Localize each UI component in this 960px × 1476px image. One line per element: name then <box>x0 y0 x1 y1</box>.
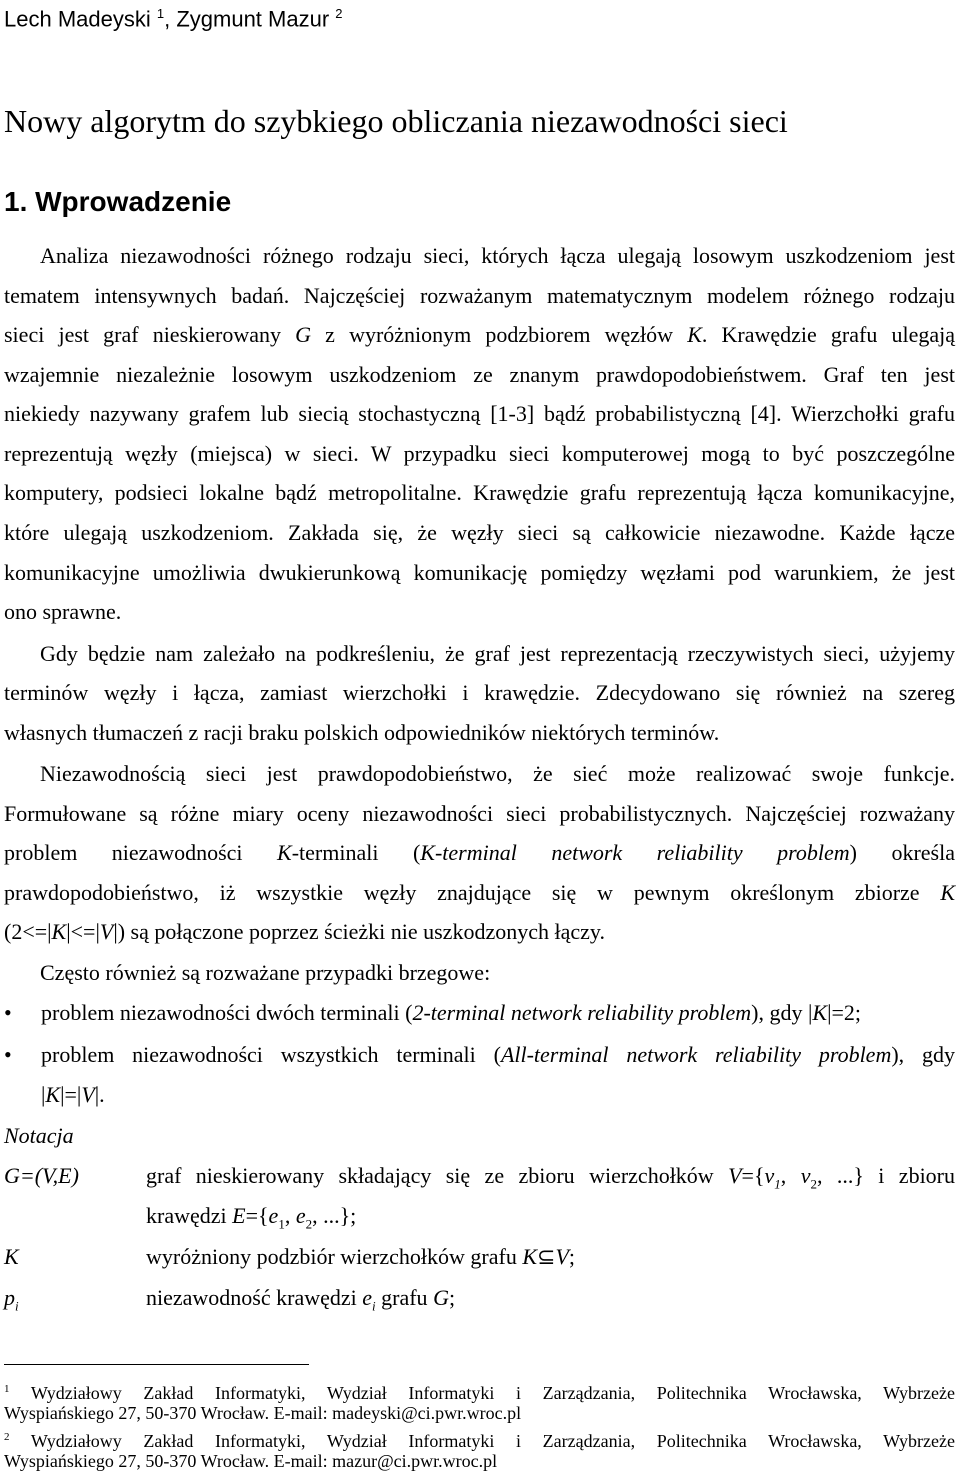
text-line: wzajemnie niezależnie losowym uszkodzeniom ze znanym prawdopodobieństwem. Graf ten jest <box>4 362 955 387</box>
text-line: niekiedy nazywany grafem lub siecią stochastyczną [1-3] bądź probabilistyczną [4]. Wierzchołki grafu <box>4 401 955 426</box>
text-line: Analiza niezawodności różnego rodzaju sieci, których łącza ulegają losowym uszkodzeniom jest <box>40 243 955 268</box>
text-line: tematem intensywnych badań. Najczęściej rozważanym matematycznym modelem różnego rodzaju <box>4 283 955 308</box>
bullet-item-2: problem niezawodności wszystkich terminali (All-terminal network reliability problem), gdy <box>41 1042 956 1067</box>
notation-def-k: wyróżniony podzbiór wierzchołków grafu K⊆V; <box>146 1244 576 1269</box>
text-line: reprezentują węzły (miejsca) w sieci. W przypadku sieci komputerowej mogą to być poszczególne <box>4 441 955 466</box>
bullet-icon: • <box>4 1042 12 1067</box>
notation-heading: Notacja <box>4 1123 74 1148</box>
notation-def-p: niezawodność krawędzi $e_i$ grafu G; <box>146 1285 456 1314</box>
section-heading: 1. Wprowadzenie <box>4 186 232 217</box>
notation-def-graph: graf nieskierowany składający się ze zbioru wierzchołków $V=\{v_1$, $v_2$, ...} i zbioru <box>146 1163 956 1192</box>
text-line: komunikacyjne umożliwia dwukierunkową komunikację pomiędzy węzłami pod warunkiem, że jest <box>4 560 955 585</box>
text-line: terminów węzły i łącza, zamiast wierzchołki i krawędzie. Zdecydowano się również na szereg <box>4 680 955 705</box>
text-line: problem niezawodności K-terminali (K-terminal network reliability problem) określa <box>4 840 955 865</box>
text-line: własnych tłumaczeń z racji braku polskich odpowiedników niektórych terminów. <box>4 720 720 745</box>
text-line: (2<=|K|<=|V|) są połączone poprzez ścieżki nie uszkodzonych łączy. <box>4 919 605 944</box>
footnote-mark-2: 2 <box>335 6 343 21</box>
text-line: prawdopodobieństwo, iż wszystkie węzły znajdujące się w pewnym określonym zbiorze K <box>4 880 955 905</box>
bullet-icon: • <box>4 1000 12 1025</box>
authors <box>4 6 343 32</box>
notation-term-graph: G=(V,E) <box>4 1163 79 1188</box>
footnote-mark-1: 1 <box>156 6 165 21</box>
footnote-1-cont: Wyspiańskiego 27, 50-370 Wrocław. E-mail: madeyski@ci.pwr.wroc.pl <box>4 1403 522 1423</box>
footnote-2: $^2$ Wydziałowy Zakład Informatyki, Wydział Informatyki i Zarządzania, Politechnika Wrocławska, Wybrzeże <box>4 1431 955 1451</box>
notation-def-graph-cont: krawędzi $E=\{e_1$, $e_2$, ...}; <box>146 1203 357 1232</box>
text-line: sieci jest graf nieskierowany G z wyróżnionym podzbiorem węzłów K. Krawędzie grafu ulegają <box>4 322 955 347</box>
footnote-divider <box>4 1364 309 1365</box>
author-2: , Zygmunt Mazur <box>164 6 330 32</box>
bullet-item-1: problem niezawodności dwóch terminali (2-terminal network reliability problem), gdy |K|=2; <box>41 1000 862 1025</box>
text-line: Formułowane są różne miary oceny niezawodności sieci probabilistycznych. Najczęściej rozważany <box>4 801 955 826</box>
text-line: komputery, podsieci lokalne bądź metropolitalne. Krawędzie grafu reprezentują łącza komunikacyjne, <box>4 480 955 505</box>
text-line: Gdy będzie nam zależało na podkreśleniu, że graf jest reprezentacją rzeczywistych sieci, użyjemy <box>40 641 955 666</box>
text-line: Niezawodnością sieci jest prawdopodobieństwo, że sieć może realizować swoje funkcje. <box>40 761 955 786</box>
paper-title: Nowy algorytm do szybkiego obliczania niezawodności sieci <box>4 103 788 139</box>
text-line: ono sprawne. <box>4 599 122 624</box>
footnote-2-cont: Wyspiańskiego 27, 50-370 Wrocław. E-mail: mazur@ci.pwr.wroc.pl <box>4 1451 498 1471</box>
notation-term-p: $p_i$ <box>4 1285 19 1314</box>
text-line: które ulegają uszkodzeniom. Zakłada się, że węzły sieci są całkowicie niezawodne. Każde łącze <box>4 520 955 545</box>
notation-term-k: K <box>4 1244 19 1269</box>
paragraph-4: Często również są rozważane przypadki brzegowe: <box>40 960 491 985</box>
author-1: Lech Madeyski <box>4 6 151 32</box>
footnote-1: $^1$ Wydziałowy Zakład Informatyki, Wydział Informatyki i Zarządzania, Politechnika Wrocławska, Wybrzeże <box>4 1383 955 1403</box>
bullet-item-2-cont: |K|=|V|. <box>41 1082 105 1107</box>
